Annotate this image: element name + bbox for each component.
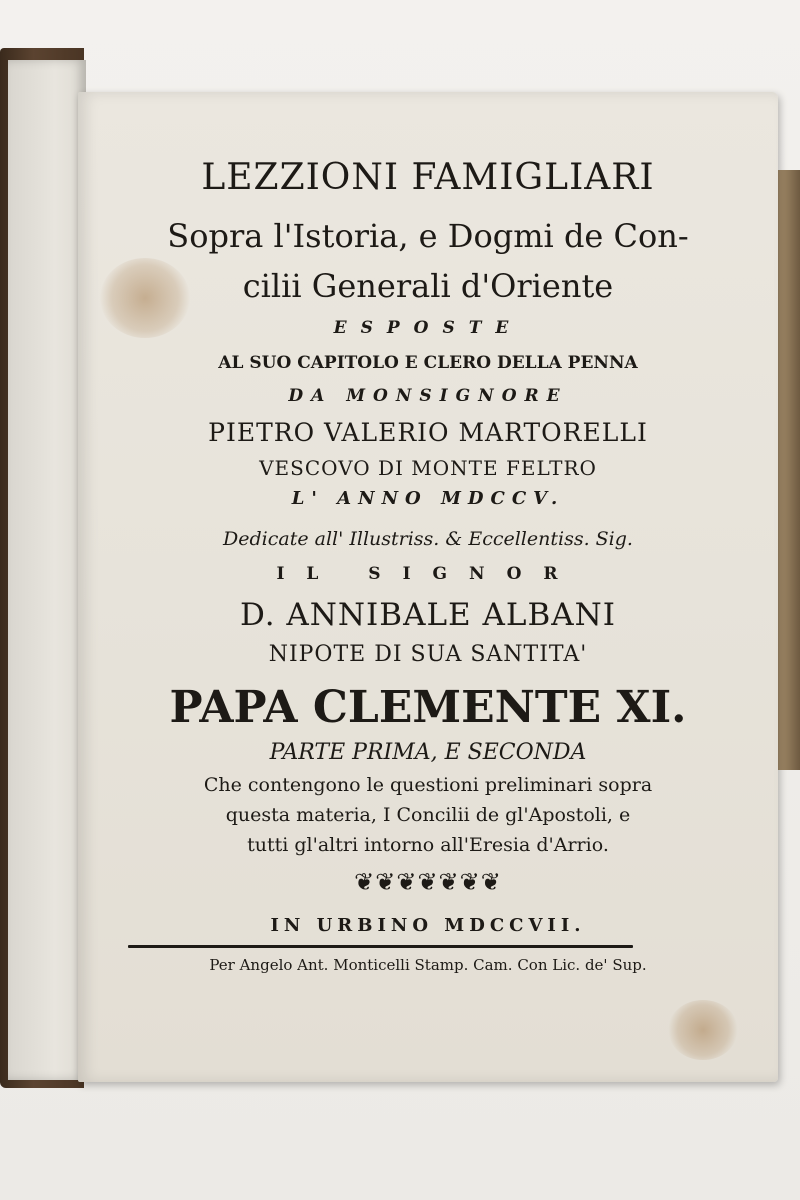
imprint-place-date: IN URBINO MDCCVII.: [270, 915, 586, 936]
da-monsignore-line: DA MONSIGNORE: [288, 386, 568, 406]
divider-rule: [128, 945, 633, 948]
parte-line: PARTE PRIMA, E SECONDA: [269, 740, 587, 765]
capitolo-line: AL SUO CAPITOLO E CLERO DELLA PENNA: [218, 353, 638, 373]
subtitle-line-1: Sopra l'Istoria, e Dogmi de Con-: [167, 217, 689, 255]
book-title: LEZZIONI FAMIGLIARI: [201, 157, 655, 198]
esposte-line: ESPOSTE: [333, 318, 523, 338]
contents-line-3: tutti gl'altri intorno all'Eresia d'Arrio.: [247, 834, 609, 856]
contents-line-2: questa materia, I Concilii de gl'Apostoli, e: [225, 804, 631, 826]
papa-line: PAPA CLEMENTE XI.: [169, 682, 687, 733]
flyleaf-page: [8, 60, 86, 1080]
il-signor-line: IL SIGNOR: [276, 564, 580, 584]
vescovo-line: VESCOVO DI MONTE FELTRO: [259, 456, 597, 480]
author-name: PIETRO VALERIO MARTORELLI: [208, 418, 648, 447]
printer-ornament-icon: ❦❦❦❦❦❦❦: [354, 868, 502, 896]
contents-line-1: Che contengono le questioni preliminari sopra: [203, 774, 653, 796]
dedication-line: Dedicate all' Illustriss. & Eccellentiss. Sig.: [223, 528, 633, 550]
dedicatee-name: D. ANNIBALE ALBANI: [239, 597, 617, 633]
subtitle-line-2: cilii Generali d'Oriente: [242, 267, 614, 305]
anno-line: L' ANNO MDCCV.: [291, 488, 565, 509]
nipote-line: NIPOTE DI SUA SANTITA': [268, 642, 588, 667]
printer-line: Per Angelo Ant. Monticelli Stamp. Cam. Con Lic. de' Sup.: [209, 956, 647, 974]
foxing-stain: [668, 1000, 738, 1060]
